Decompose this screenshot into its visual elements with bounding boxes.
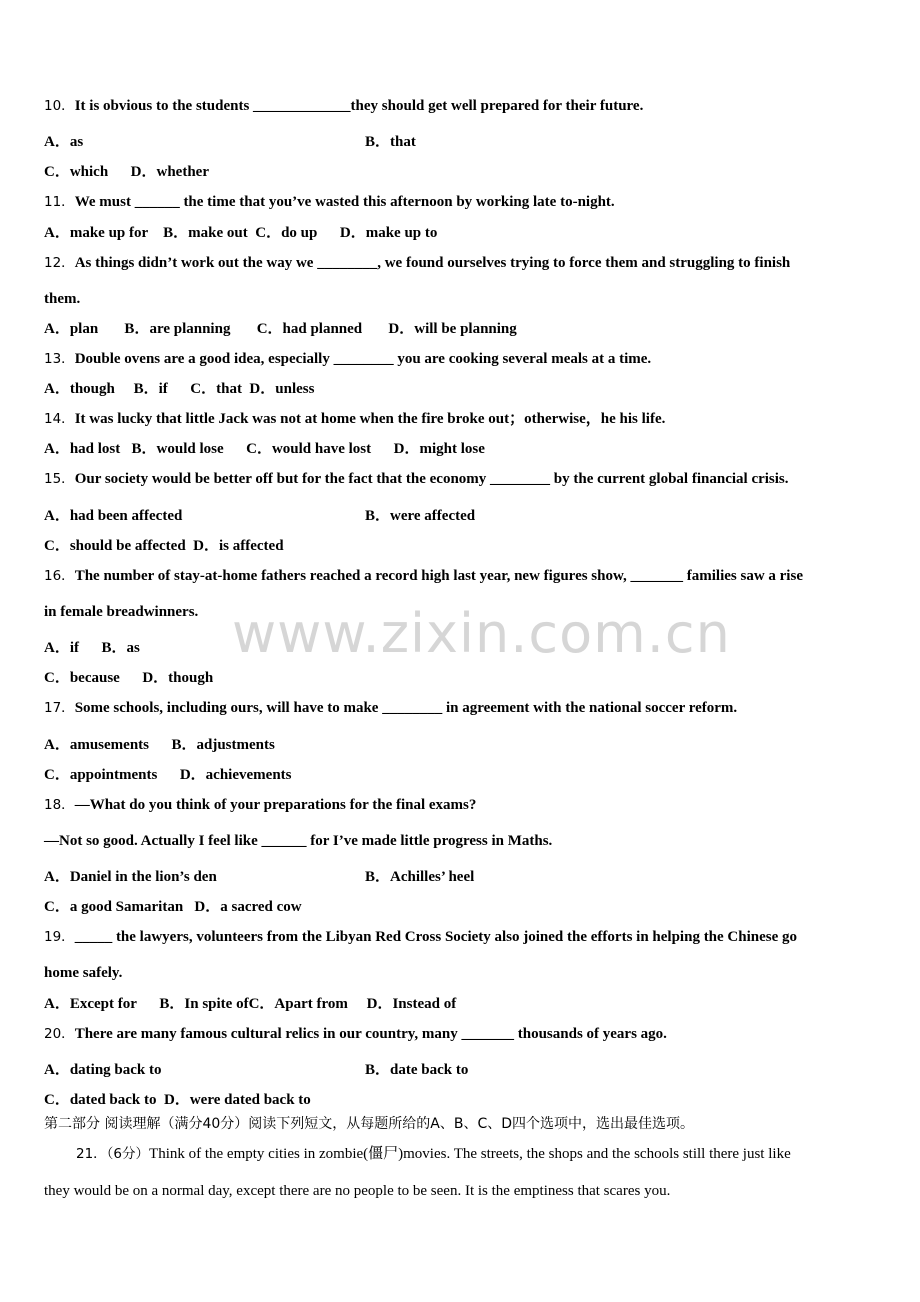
- line-text: A．make up for B．make out C．do up D．make up to: [44, 225, 438, 241]
- line-text: C．because D．though: [44, 670, 214, 686]
- text-line: [44, 1025, 667, 1043]
- line-text: Some schools, including ours, will have to make ________ in agreement with the national soccer reform.: [74, 700, 738, 716]
- watermark: www.zixin.com.cn: [232, 602, 731, 665]
- question-number: 15．: [44, 471, 75, 487]
- question-number: 17．: [44, 700, 75, 716]
- text-line: [44, 669, 213, 687]
- line-text: they would be on a normal day, except there are no people to be seen. It is the emptiness that scares you.: [44, 1183, 671, 1199]
- option-column-2: B．Achilles’ heel: [365, 869, 475, 885]
- text-line: [44, 995, 456, 1013]
- text-line: [76, 1145, 791, 1163]
- text-line: [44, 928, 797, 946]
- text-line: [44, 639, 140, 657]
- line-text: As things didn’t work out the way we ________, we found ourselves trying to force them and struggling to finish: [74, 255, 791, 271]
- question-number: 18．: [44, 797, 75, 813]
- line-text: A．dating back to: [44, 1062, 162, 1078]
- text-line: [44, 832, 552, 850]
- text-line: [44, 320, 517, 338]
- line-text: _____ the lawyers, volunteers from the Libyan Red Cross Society also joined the efforts in helping the Chinese go: [74, 929, 798, 945]
- question-number: 12．: [44, 255, 75, 271]
- text-line: [44, 290, 80, 308]
- text-line: [44, 440, 485, 458]
- text-line: [44, 1115, 694, 1133]
- line-text: It is obvious to the students _____________they should get well prepared for their future.: [74, 98, 644, 114]
- line-text: A．had been affected: [44, 508, 183, 524]
- question-number: 14．: [44, 411, 75, 427]
- line-text: —What do you think of your preparations for the final exams?: [74, 797, 477, 813]
- question-number: 13．: [44, 351, 75, 367]
- line-text: A．as: [44, 134, 84, 150]
- text-line: [44, 567, 803, 585]
- text-line: [44, 766, 292, 784]
- line-text: —Not so good. Actually I feel like ______ for I’ve made little progress in Maths.: [44, 833, 553, 849]
- text-line: [44, 507, 182, 525]
- text-line: [44, 224, 437, 242]
- line-text: It was lucky that little Jack was not at home when the fire broke out；otherwise，he his life.: [74, 411, 666, 427]
- text-line: [44, 1182, 670, 1200]
- line-text: C．should be affected D．is affected: [44, 538, 284, 554]
- line-text: C．appointments D．achievements: [44, 767, 292, 783]
- line-text: A．amusements B．adjustments: [44, 737, 275, 753]
- line-text: Our society would be better off but for the fact that the economy ________ by the current global financial crisis.: [74, 471, 789, 487]
- question-number: 10．: [44, 98, 75, 114]
- text-line: [44, 350, 651, 368]
- line-text: A．Except for B．In spite ofC．Apart from D．Instead of: [44, 996, 457, 1012]
- text-line: [44, 410, 665, 428]
- text-line: [44, 699, 737, 717]
- line-text: C．which D．whether: [44, 164, 209, 180]
- text-line: [44, 964, 122, 982]
- text-line: [44, 470, 789, 488]
- question-number: 16．: [44, 568, 75, 584]
- text-line: [44, 254, 790, 272]
- text-line: [44, 537, 284, 555]
- line-text: them.: [44, 291, 81, 307]
- line-text: in female breadwinners.: [44, 604, 199, 620]
- text-line: [44, 1061, 162, 1079]
- option-column-2: B．that: [365, 134, 416, 150]
- text-line: [44, 380, 314, 398]
- text-line: [44, 898, 302, 916]
- line-text: C．dated back to D．were dated back to: [44, 1092, 311, 1108]
- line-text: C．a good Samaritan D．a sacred cow: [44, 899, 302, 915]
- line-text: Double ovens are a good idea, especially ________ you are cooking several meals at a time.: [74, 351, 652, 367]
- text-line: [44, 193, 615, 211]
- line-text: A．though B．if C．that D．unless: [44, 381, 315, 397]
- line-text: Think of the empty cities in zombie(僵尸)movies. The streets, the shops and the schools still there just like: [149, 1146, 791, 1162]
- text-line: [44, 603, 198, 621]
- question-number: 19．: [44, 929, 75, 945]
- line-text: There are many famous cultural relics in our country, many _______ thousands of years ago.: [74, 1026, 667, 1042]
- line-text: The number of stay-at-home fathers reached a record high last year, new figures show, _______ families saw a rise: [74, 568, 803, 584]
- text-line: [44, 868, 217, 886]
- line-text: We must ______ the time that you’ve wasted this afternoon by working late to-night.: [74, 194, 615, 210]
- line-text: A．had lost B．would lose C．would have lost D．might lose: [44, 441, 485, 457]
- text-line: [44, 97, 643, 115]
- line-text: A．if B．as: [44, 640, 140, 656]
- option-column-2: B．date back to: [365, 1062, 469, 1078]
- text-line: [44, 133, 83, 151]
- line-text: 第二部分 阅读理解（满分40分）阅读下列短文，从每题所给的A、B、C、D四个选项中，选出最佳选项。: [44, 1116, 694, 1132]
- question-number: 21．（6分）: [76, 1146, 150, 1162]
- line-text: A．Daniel in the lion’s den: [44, 869, 217, 885]
- question-number: 20．: [44, 1026, 75, 1042]
- text-line: [44, 163, 209, 181]
- text-line: [44, 1091, 311, 1109]
- question-number: 11．: [44, 194, 75, 210]
- option-column-2: B．were affected: [365, 508, 476, 524]
- line-text: home safely.: [44, 965, 123, 981]
- text-line: [44, 796, 476, 814]
- line-text: A．plan B．are planning C．had planned D．will be planning: [44, 321, 517, 337]
- text-line: [44, 736, 275, 754]
